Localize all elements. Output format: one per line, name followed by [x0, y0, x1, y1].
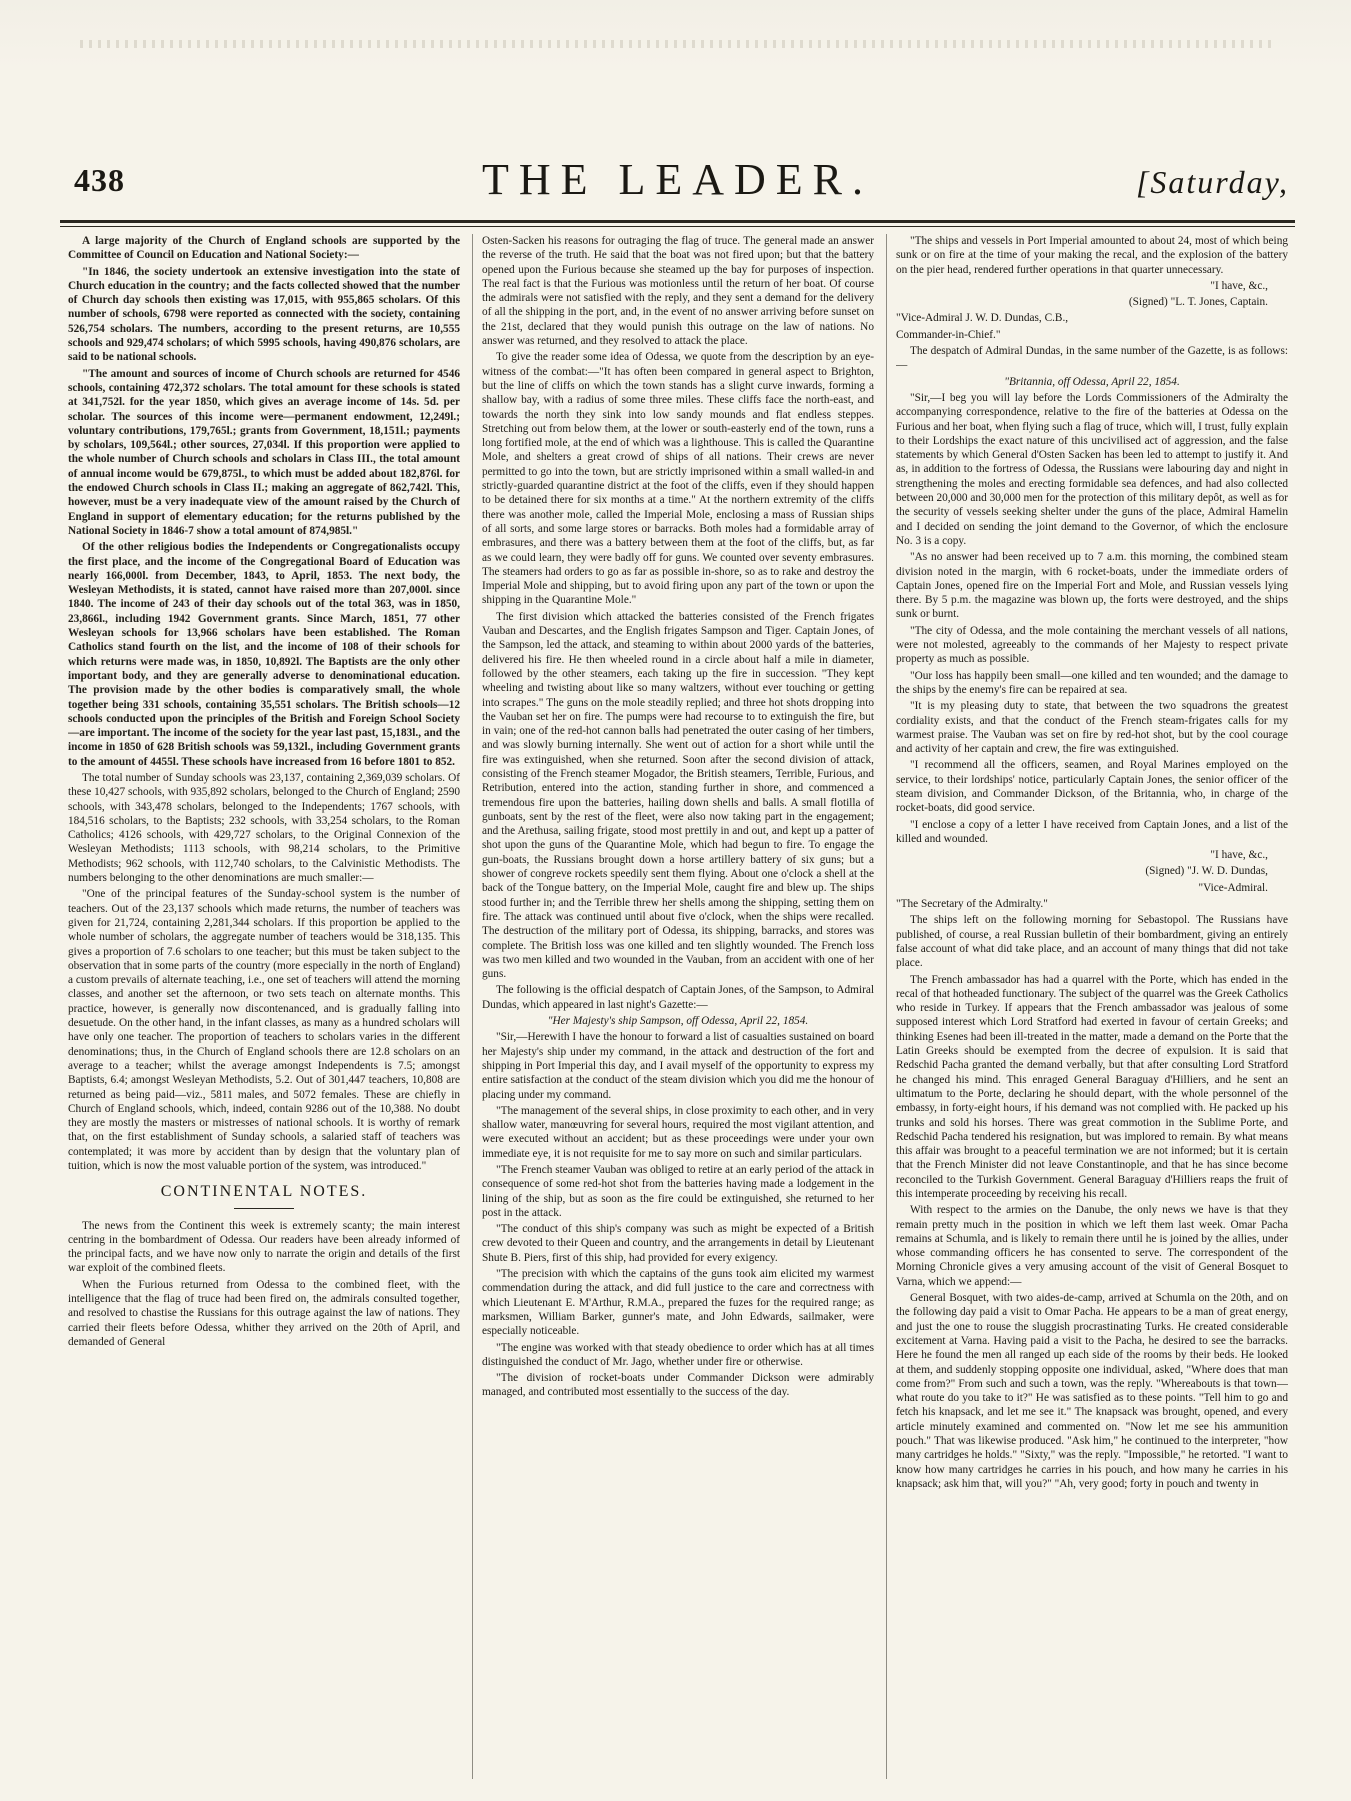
column-2: [482, 234, 874, 1779]
paragraph: "Sir,—Herewith I have the honour to forward a list of casualties sustained on board her Majesty's ship under my command, in the attack and destruction of the fort and shipping in Port Imperial this day, and I avail myself of the opportunity to express my entire satisfaction at the conduct of the steam division which you did me the honour of placing under my command.: [482, 1031, 874, 1101]
paragraph: "I enclose a copy of a letter I have received from Captain Jones, and a list of the killed and wounded.: [896, 818, 1288, 845]
page-number: 438: [74, 162, 125, 198]
column-3: [896, 234, 1288, 1779]
paragraph: The French ambassador has had a quarrel with the Porte, which has ended in the recal of that hotheaded functionary. The subject of the quarrel was the Greek Catholics who reside in Turkey. If appears that the French ambassador was jealous of some supposed interest which Lord Stratford had exerted in favour of certain Greeks; and thinking Esenes had been ill-treated in the matter, made a demand on the Porte that the Latin Greeks should be exempted from the decree of expulsion. It is said that Redschid Pacha granted the demand verbally, but that after consulting Lord Stratford he changed his mind. This enraged General Baraguay d'Hilliers, and he sent an ultimatum to the Porte, declaring he should depart, with the whole personnel of the embassy, in forty-eight hours, if his demand was not complied with. He packed up his trunks and sold his horses. There was great commotion in the Sublime Porte, and Redschid Pacha tendered his resignation, but was implored to remain. By what means this affair was brought to a peaceful termination we are not informed; but it is certain that the French Minister did not leave Constantinople, and that he has since become reconciled to the Turkish Government. General Baraguay d'Hilliers reaps the fruit of this intemperate proceeding by receiving his recall.: [896, 973, 1288, 1200]
paragraph: "The division of rocket-boats under Commander Dickson were admirably managed, and contributed most essentially to the success of the day.: [482, 1372, 874, 1399]
paragraph: "Our loss has happily been small—one killed and ten wounded; and the damage to the ships by the enemy's fire can be repaired at sea.: [896, 669, 1288, 696]
paragraph: "The conduct of this ship's company was such as might be expected of a British crew devoted to their Queen and country, and the arrangements in detail by Lieutenant Shute B. Piers, first of this ship, had provided for every exigency.: [482, 1223, 874, 1264]
paragraph: The first division which attacked the batteries consisted of the French frigates Vauban and Descartes, and the English frigates Sampson and Tiger. Captain Jones, of the Sampson, led the attack, and steaming to within about 2000 yards of the batteries, delivered his fire. He then wheeled round in a circle about half a mile in diameter, followed by the other steamers, each taking up the fire in succession. "They kept wheeling and twisting about like so many waltzers, without ever touching or getting into scrapes." The guns on the mole steadily replied; and three hot shots dropping into the Vauban set her on fire. The pumps were had recourse to to extinguish the fire, but in vain; one of the red-hot cannon balls had penetrated the outer casing of her timbers, and was slowly burning internally. She went out of action for a short while until the fire was extinguished, when she returned. Soon after the second division of attack, consisting of the French steamer Mogador, the British steamers, Terrible, Furious, and Retribution, entered into the action, standing further in shore, and commenced a tremendous fire upon the batteries, hailing down shells and balls. A small flotilla of gunboats, sent by the rest of the fleet, were also now taking part in the engagement; and the Arethusa, sailing frigate, stood most prettily in and out, and kept up a patter of shot upon the guns of the Quarantine Mole, which had begun to fire. To engage the gun-boats, the Russians brought down a horse artillery battery of six guns; but a shower of congreve rockets speedily sent them flying. About one o'clock a shell at the back of the Tongue battery, on the Imperial Mole, caught fire and blew up. The ships stood further in; and the Terrible threw her shells among the shipping, setting them on fire. The attack was continued until about five o'clock, when the ships were recalled. The destruction of the military port of Odessa, its shipping, barracks, and stores was complete. The British loss was one killed and ten slightly wounded. The French loss was two men killed and two wounded in the Vauban, from an accident with one of her guns.: [482, 610, 874, 981]
scan-edge: [0, 0, 1351, 70]
paragraph: The news from the Continent this week is extremely scanty; the main interest centring in the bombardment of Odessa. Our readers have been already informed of the principal facts, and we have now only to narrate the origin and details of the first war exploit of the combined fleets.: [68, 1219, 460, 1275]
addressee: "The Secretary of the Admiralty.": [896, 898, 1048, 911]
paper-title: THE LEADER.: [481, 155, 874, 204]
section-rule: [234, 1208, 294, 1209]
addressee: "Vice-Admiral J. W. D. Dundas, C.B.,: [896, 312, 1069, 325]
paragraph: With respect to the armies on the Danube, the only news we have is that they remain pretty much in the position in which we left them last week. Omar Pacha remains at Schumla, and is likely to remain there until he is joined by the allies, under whose commanding officers he has consented to serve. The correspondent of the Morning Chronicle gives a very amusing account of the visit of General Bosquet to Varna, which we append:—: [896, 1204, 1288, 1288]
paragraph: The total number of Sunday schools was 23,137, containing 2,369,039 scholars. Of these 10,427 schools, with 935,892 scholars, belonged to the Church of England; 2590 schools, with 343,478 scholars, belonged to the Independents; 1767 schools, with 184,516 scholars, to the Baptists; 232 schools, with 33,254 scholars, to the Roman Catholics; 4126 schools, with 429,727 scholars, to the Original Connexion of the Wesleyan Methodists; 1113 schools, with 98,214 scholars, to the Primitive Methodists; 962 schools, with 112,740 scholars, to the Calvinistic Methodists. The numbers belonging to the other denominations are much smaller:—: [68, 771, 460, 885]
paragraph: "One of the principal features of the Sunday-school system is the number of teachers. Out of the 23,137 schools which made returns, the number of teachers was given for 21,724, containing 2,281,344 scholars. If this proportion be applied to the whole number of scholars, the aggregate number of teachers would be 318,135. This gives a proportion of 7.6 scholars to one teacher; but this must be taken subject to the observation that in some parts of the country (more especially in the north of England) a custom prevails of alternate teaching, i.e., one set of teachers will attend the morning classes, and another set the afternoon, or two sets teach on alternate months. This practice, however, is generally now discontenanced, and is gradually falling into desuetude. On the other hand, in the infant classes, as many as a hundred scholars will have only one teacher. The proportion of teachers to scholars varies in the different denominations; thus, in the Church of England schools there are 12.8 scholars on an average to a teacher; whilst the average amongst Independents is 7.5; amongst Baptists, 6.4; amongst Wesleyan Methodists, 5.2. Out of 301,447 teachers, 10,808 are returned as being paid—viz., 5811 males, and 5072 females. These are chiefly in Church of England schools, which, indeed, contain 9286 out of the 10,388. No doubt they are mostly the masters or mistresses of national schools. It is worthy of remark that, on the first establishment of Sunday schools, a salaried staff of teachers was contemplated; it was more by accident than by design that the voluntary plan of tuition, which is now the most valuable portion of the system, was introduced.": [68, 888, 460, 1172]
paragraph: "The precision with which the captains of the guns took aim elicited my warmest commendation during the attack, and did full justice to the care and correctness with which Lieutenant E. M'Arthur, R.M.A., prepared the fuzes for the required range; as marksmen, William Barker, gunner's mate, and John Edwards, sailmaker, were especially noticeable.: [482, 1268, 874, 1338]
signoff: "I have, &c.,: [1210, 849, 1268, 862]
paragraph: "The amount and sources of income of Church schools are returned for 4546 schools, containing 472,372 scholars. The total amount for these schools is stated at 341,752l. for the year 1850, which gives an average income of 14s. 5d. per scholar. The sources of this income were—permanent endowment, 12,249l.; voluntary contributions, 179,765l.; grants from Government, 18,151l.; payments by scholars, 109,564l.; other sources, 27,034l. If this proportion were applied to the whole number of Church schools and scholars in Class III., the total amount of annual income would be 679,875l., to which must be added about 182,876l. for the endowed Church schools in Class II.; making an aggregate of 862,742l. This, however, must be a very inadequate view of the amount raised by the Church of England in support of elementary education; for the returns published by the National Society in 1846-7 show a total amount of 874,985l.": [68, 367, 460, 537]
paragraph: A large majority of the Church of England schools are supported by the Committee of Council on Education and National Society:—: [68, 235, 460, 262]
masthead-rule-thin: [60, 226, 1295, 227]
paragraph: "Sir,—I beg you will lay before the Lords Commissioners of the Admiralty the accompanying correspondence, relative to the fire of the batteries at Odessa on the Furious and her boat, when flying such a flag of truce, which will, I trust, fully explain to their Lordships the exact nature of this uncivilised act of aggression, and the false statements by which General d'Osten Sacken has been led to attempt to justify it. And as, in addition to the fortress of Odessa, the Russians were labouring day and night in strengthening the moles and erecting formidable sea defences, and had also collected between 20,000 and 30,000 men for the protection of this military depôt, as well as for the security of vessels seeking shelter under the guns of the place, Admiral Hamelin and I decided on sending the joint demand to the Governor, of which the enclosure No. 3 is a copy.: [896, 391, 1288, 547]
paragraph: "In 1846, the society undertook an extensive investigation into the state of Church education in the country; and the facts collected showed that the number of Church day schools then existing was 17,015, with 955,865 scholars. Of this number of schools, 6798 were reported as connected with the society, containing 526,754 scholars. The numbers, according to the present returns, are 10,555 schools and 929,474 scholars; of which 5995 schools, having 490,876 scholars, are said to be national schools.: [68, 265, 460, 364]
paragraph: "The management of the several ships, in close proximity to each other, and in very shallow water, manœuvring for several hours, required the most vigilant attention, and were executed without an accident; but as these proceedings were under your own immediate eye, it is not requisite for me to say more on such and similar particulars.: [482, 1104, 874, 1160]
paragraph: "The city of Odessa, and the mole containing the merchant vessels of all nations, were not molested, agreeably to the commands of her Majesty to respect private property as much as possible.: [896, 624, 1288, 666]
article-columns: [68, 234, 1288, 1779]
column-divider: [886, 234, 887, 1779]
paragraph: Osten-Sacken his reasons for outraging the flag of truce. The general made an answer the reverse of the truth. He said that the boat was not fired upon; but that the battery opened upon the Furious because she steamed up the bay for purposes of inspection. The real fact is that the Furious was motionless until the return of her boat. Of course the admirals were not satisfied with the reply, and they sent a demand for the delivery of all the shipping in the port, and, in the event of no answer arriving before sunset on the 21st, declared that they would punish this outrage on the law of nations. No answer was returned, and they resolved to attack the place.: [482, 235, 874, 348]
paragraph: General Bosquet, with two aides-de-camp, arrived at Schumla on the 20th, and on the following day paid a visit to Omar Pacha. He appears to be a man of great energy, and just the one to rouse the sluggish procrastinating Turks. He created considerable excitement at Varna. Having paid a visit to the Pacha, he desired to see the barracks. Here he found the men all ranged up each side of the rooms by their beds. He looked at them, and suddenly stopping opposite one individual, asked, "Where does that man come from?" From such and such a town, was the reply. "Whereabouts is that town—what route do you take to it?" He was satisfied as to these points. "Tell him to go and fetch his knapsack, and let me see it." The knapsack was brought, opened, and every article minutely examined and commented on. "Now let me see his ammunition pouch." That was likewise produced. "Ask him," he continued to the interpreter, "how many cartridges he holds." "Sixty," was the reply. "Impossible," he retorted. "I want to know how many cartridges he carries in his pouch, and how many he carries in his knapsack; ask him that, will you?" "Ah, very good; forty in pouch and twenty in: [896, 1292, 1288, 1490]
paragraph: When the Furious returned from Odessa to the combined fleet, with the intelligence that the flag of truce had been fired on, the admirals consulted together, and resolved to chastise the Russians for this outrage against the law of nations. They carried their fleets before Odessa, whither they arrived on the 20th of April, and demanded of General: [68, 1278, 460, 1348]
signature: (Signed) "J. W. D. Dundas,: [1145, 865, 1268, 878]
paragraph: "As no answer had been received up to 7 a.m. this morning, the combined steam division noted in the margin, with 6 rocket-boats, under the immediate orders of Captain Jones, opened fire on the Imperial Fort and Mole, and Russian vessels lying there. By 5 p.m. the magazine was blown up, the forts were destroyed, and the ships sunk or burnt.: [896, 551, 1288, 621]
torn-edge-decoration: [80, 40, 1271, 48]
dateline: "Britannia, off Odessa, April 22, 1854.: [1004, 375, 1180, 388]
masthead: [60, 150, 1295, 214]
signature: (Signed) "L. T. Jones, Captain.: [1128, 296, 1268, 309]
addressee-title: Commander-in-Chief.": [896, 328, 1001, 341]
paragraph: "I recommend all the officers, seamen, and Royal Marines employed on the service, to their lordships' notice, particularly Captain Jones, the senior officer of the steam division, and Commander Dickson, of the Britannia, who, in charge of the rocket-boats, did good service.: [896, 759, 1288, 815]
column-1: [68, 234, 460, 1779]
paragraph: "The French steamer Vauban was obliged to retire at an early period of the attack in consequence of some red-hot shot from the batteries having made a lodgement in the lining of the ship, but as soon as the fire could be extinguished, she returned to her post in the attack.: [482, 1164, 874, 1219]
paragraph: To give the reader some idea of Odessa, we quote from the description by an eye-witness of the combat:—"It has often been compared in general aspect to Brighton, but the line of cliffs on which the town stands has a slight curve inwards, forming a shallow bay, with a radius of some three miles. These cliffs face the north-east, and towards the north they sink into low sandy mounds and flat endless steppes. Stretching out from below them, at the lower or south-easterly end of the town, runs a long fortified mole, at the end of which was a lighthouse. This is called the Quarantine Mole, and shelters a great crowd of ships of all nations. Their crews are never permitted to go into the town, but are strictly imprisoned within a small walled-in and strictly-guarded quarantine district at the foot of the cliffs, even if they should happen to be detained there for six months at a time." At the northern extremity of the cliffs there was another mole, called the Imperial Mole, enclosing a mass of Russian ships of all sorts, and some large stores or barracks. Both moles had a formidable array of embrasures, and there was a battery between them at the foot of the cliffs, but, as far as we could learn, they were badly off for guns. We counted over seventy embrasures. The steamers had orders to go as far as possible in-shore, so as to rake and destroy the Imperial Mole and shipping, but to avoid firing upon any part of the town or upon the shipping in the Quarantine Mole.": [482, 351, 874, 607]
signoff: "I have, &c.,: [1210, 279, 1268, 292]
issue-day: [Saturday,: [1135, 164, 1289, 200]
paragraph: Of the other religious bodies the Independents or Congregationalists occupy the first place, and the income of the Congregational Board of Education was nearly 166,000l. from December, 1843, to April, 1853. The next body, the Wesleyan Methodists, it is stated, cannot have raised more than 207,000l. since 1840. The income of 243 of their day schools out of the total 363, was in 1850, 23,866l., including 1942 Government grants. Since March, 1851, 77 other Wesleyan schools for 13,966 scholars have been established. The Roman Catholics stand fourth on the list, and the income of 108 of their schools for which returns were made was, in 1850, 10,892l. The Baptists are the only other important body, and they are generally adverse to denominational education. The provision made by the other bodies is comparatively small, the whole together being 331 schools, containing 35,551 scholars. The British schools—12 schools conducted upon the principles of the British and Foreign School Society—are important. The income of the society for the year last past, 15,183l., and the income in 1850 of 628 British schools was 59,132l., including Government grants to the amount of 4455l. These schools have increased from 16 before 1801 to 852.: [68, 541, 460, 768]
dateline: "Her Majesty's ship Sampson, off Odessa, April 22, 1854.: [547, 1015, 809, 1028]
paragraph: The ships left on the following morning for Sebastopol. The Russians have published, of course, a real Russian bulletin of their bombardment, giving an entirely false account of what did take place, and an account of many things that did not take place.: [896, 914, 1288, 970]
masthead-rule-thick: [60, 220, 1295, 223]
paragraph: The following is the official despatch of Captain Jones, of the Sampson, to Admiral Dundas, which appeared in last night's Gazette:—: [482, 984, 874, 1011]
paragraph: The despatch of Admiral Dundas, in the same number of the Gazette, is as follows:—: [896, 345, 1288, 372]
paragraph: "The ships and vessels in Port Imperial amounted to about 24, most of which being sunk or on fire at the time of your making the recal, and the explosion of the battery on the pier head, rendered further operations in that quarter unnecessary.: [896, 235, 1288, 276]
section-heading: CONTINENTAL NOTES.: [160, 1183, 368, 1201]
paragraph: "The engine was worked with that steady obedience to order which has at all times distinguished the conduct of Mr. Jago, whether under fire or otherwise.: [482, 1341, 874, 1368]
paragraph: "It is my pleasing duty to state, that between the two squadrons the greatest cordiality exists, and that the conduct of the French steam-frigates calls for my warmest praise. The Vauban was set on fire by red-hot shot, but by the cool courage and activity of her captain and crew, the fire was extinguished.: [896, 700, 1288, 756]
column-divider: [472, 234, 473, 1779]
signature-title: "Vice-Admiral.: [1198, 881, 1268, 894]
